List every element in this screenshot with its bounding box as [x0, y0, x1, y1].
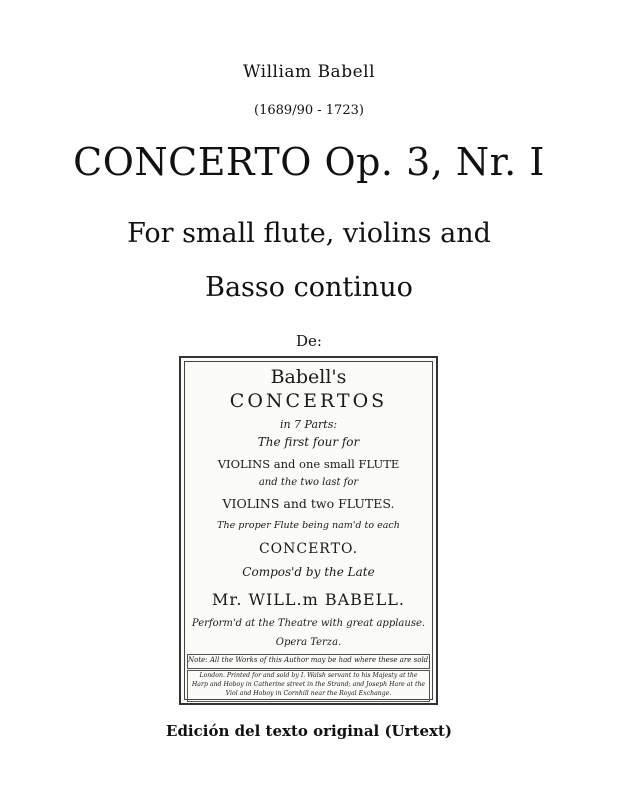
facsimile-note-box: [187, 654, 430, 669]
facsimile-line-6: and the two last for: [258, 477, 359, 488]
facsimile-imprint-1: London. Printed for and sold by I. Walsh servant to his Majesty at the: [199, 672, 418, 679]
facsimile-imprint-3: Viol and Hoboy in Cornhill near the Royal Exchange.: [225, 690, 392, 697]
source-label: De:: [296, 332, 322, 350]
facsimile-line-12: Perform'd at the Theatre with great applause.: [191, 618, 426, 629]
facsimile-line-1: Babell's: [270, 366, 347, 388]
edition-note: Edición del texto original (Urtext): [166, 722, 452, 740]
facsimile-line-11: Mr. WILL.m BABELL.: [212, 590, 405, 609]
page-title: CONCERTO Op. 3, Nr. I: [73, 140, 545, 184]
facsimile-title-page: [179, 356, 438, 705]
facsimile-line-8: The proper Flute being nam'd to each: [217, 520, 400, 531]
facsimile-imprint-box: [187, 670, 430, 702]
facsimile-line-3: in 7 Parts:: [279, 418, 338, 431]
facsimile-line-7: VIOLINS and two FLUTES.: [222, 496, 395, 511]
facsimile-line-9: CONCERTO.: [258, 541, 359, 557]
facsimile-line-5: VIOLINS and one small FLUTE: [217, 457, 400, 471]
subtitle-line-2: Basso continuo: [205, 272, 413, 303]
composer-name: William Babell: [242, 62, 376, 82]
facsimile-line-13: Opera Terza.: [275, 637, 342, 648]
composer-dates: (1689/90 - 1723): [254, 103, 364, 118]
facsimile-line-2: CONCERTOS: [229, 390, 388, 412]
facsimile-line-4: The first four for: [257, 435, 360, 449]
facsimile-imprint-2: Harp and Hoboy in Catherine street in the Strand; and Joseph Hare at the: [191, 681, 426, 688]
subtitle-line-1: For small flute, violins and: [127, 218, 491, 249]
facsimile-note: Note: All the Works of this Author may be had where these are sold.: [188, 656, 431, 664]
facsimile-border: [179, 356, 438, 705]
facsimile-line-10: Compos'd by the Late: [242, 565, 375, 579]
